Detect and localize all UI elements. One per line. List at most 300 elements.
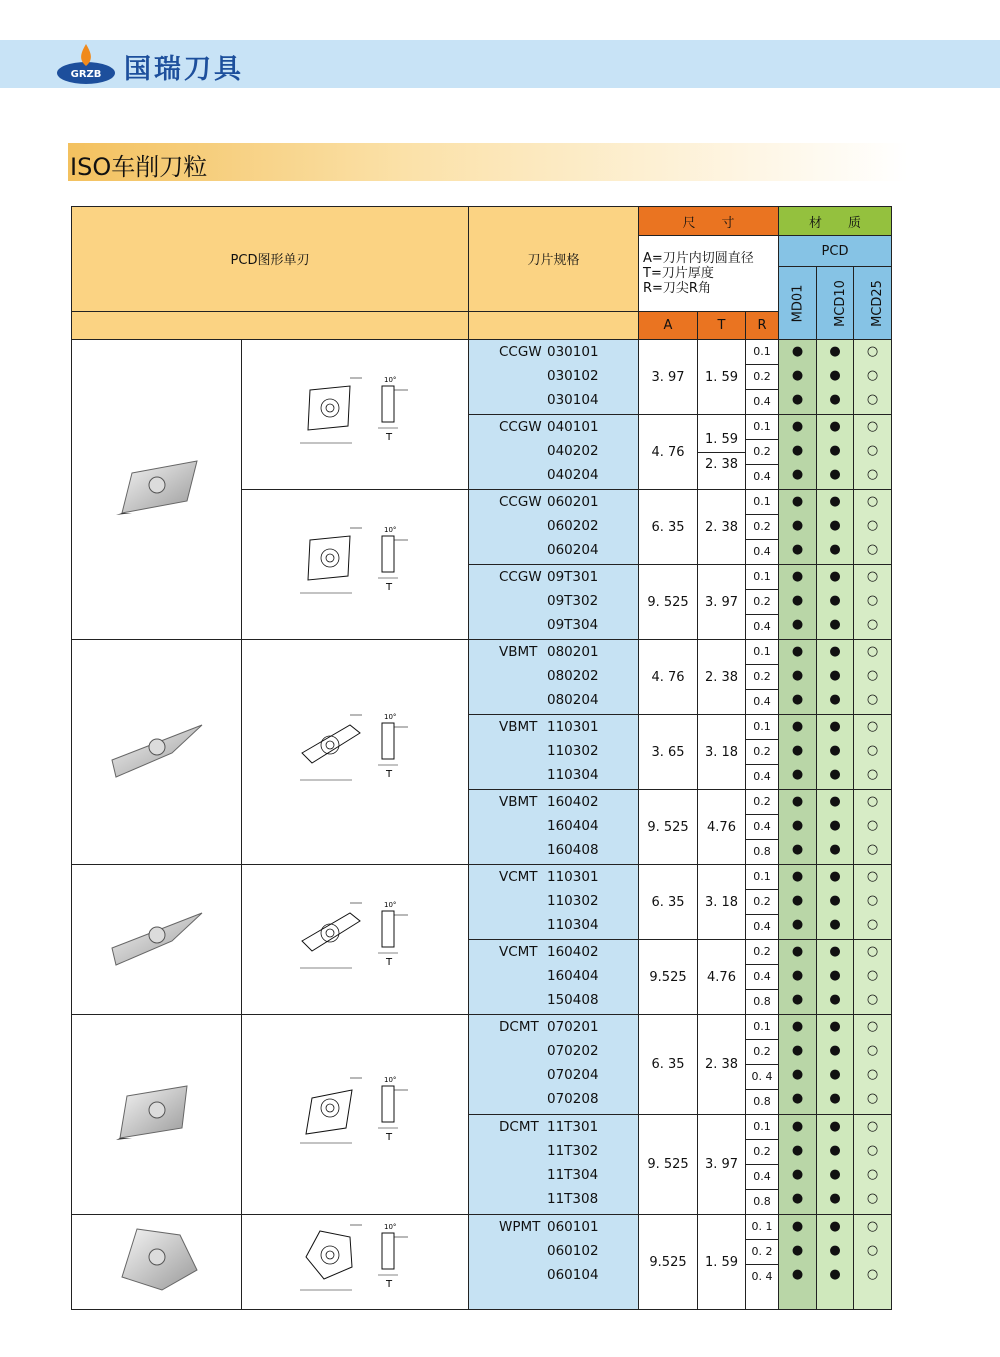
size-r-value: 0.1 bbox=[746, 565, 778, 590]
grade-mcd10: MCD10 bbox=[817, 267, 854, 340]
grade-md01-cell bbox=[779, 565, 817, 640]
size-r-value: 0.2 bbox=[746, 665, 778, 690]
filled-dot-icon: ● bbox=[829, 743, 841, 758]
empty-dot-icon: ○ bbox=[866, 842, 879, 857]
insert-drawing-cell bbox=[242, 1215, 469, 1310]
filled-dot-icon: ● bbox=[829, 818, 841, 833]
empty-dot-icon: ○ bbox=[866, 719, 879, 734]
filled-dot-icon: ● bbox=[791, 1191, 804, 1206]
size-r-value: 0.2 bbox=[746, 740, 778, 765]
size-a: 4. 76 bbox=[639, 415, 698, 490]
insert-drawing bbox=[290, 1215, 420, 1305]
empty-dot-icon: ○ bbox=[866, 968, 879, 983]
filled-dot-icon: ● bbox=[829, 692, 841, 707]
size-t bbox=[698, 490, 746, 565]
filled-dot-icon: ● bbox=[829, 842, 841, 857]
svg-text:10°: 10° bbox=[384, 1223, 397, 1231]
grade-mcd25-cell bbox=[854, 340, 892, 415]
spec-code: 060101 bbox=[547, 1219, 599, 1235]
spec-cell bbox=[469, 865, 639, 940]
filled-dot-icon: ● bbox=[791, 842, 804, 857]
empty-dot-icon: ○ bbox=[866, 1067, 879, 1082]
spec-code: 09T302 bbox=[547, 593, 599, 609]
size-r bbox=[746, 640, 779, 715]
empty-dot-icon: ○ bbox=[866, 542, 879, 557]
size-r bbox=[746, 1215, 779, 1310]
insert-drawing-cell bbox=[242, 1015, 469, 1215]
filled-dot-icon: ● bbox=[791, 494, 804, 509]
filled-dot-icon: ● bbox=[829, 767, 841, 782]
empty-dot-icon: ○ bbox=[866, 467, 879, 482]
insert-photo-cell bbox=[72, 640, 242, 865]
col-a-header: A bbox=[639, 311, 698, 339]
material-header: 材质 bbox=[779, 207, 892, 236]
size-a: 9.525 bbox=[639, 940, 698, 1015]
size-r-value: 0.1 bbox=[746, 1115, 778, 1140]
svg-text:T: T bbox=[386, 1131, 393, 1143]
insert-drawing-cell bbox=[242, 490, 469, 640]
spec-code: 160404 bbox=[547, 818, 599, 834]
spec-cell bbox=[469, 1015, 639, 1115]
empty-dot-icon: ○ bbox=[866, 1191, 879, 1206]
size-t bbox=[698, 790, 746, 865]
size-r-value: 0.2 bbox=[746, 1140, 778, 1165]
filled-dot-icon: ● bbox=[791, 893, 804, 908]
svg-text:T: T bbox=[386, 769, 393, 780]
grade-mcd10-cell bbox=[817, 1215, 854, 1310]
spec-code: 080201 bbox=[547, 644, 599, 660]
svg-text:10°: 10° bbox=[384, 375, 397, 384]
size-r bbox=[746, 1115, 779, 1215]
spec-cell bbox=[469, 715, 639, 790]
size-r-value: 0.2 bbox=[746, 590, 778, 615]
filled-dot-icon: ● bbox=[829, 668, 841, 683]
size-r-value: 0.8 bbox=[753, 995, 771, 1008]
filled-dot-icon: ● bbox=[791, 467, 804, 482]
spec-label: CCGW bbox=[499, 344, 542, 360]
size-t-value: 2. 38 bbox=[704, 669, 739, 685]
spec-code: 110302 bbox=[547, 893, 599, 909]
size-t-value: 1. 59 bbox=[698, 428, 745, 453]
size-r-value: 0.1 bbox=[746, 640, 778, 665]
size-t bbox=[698, 940, 746, 1015]
filled-dot-icon: ● bbox=[829, 1191, 841, 1206]
size-r-value: 0.4 bbox=[753, 620, 771, 633]
size-t-value: 3. 18 bbox=[704, 744, 739, 760]
empty-dot-icon: ○ bbox=[866, 1143, 879, 1158]
filled-dot-icon: ● bbox=[791, 944, 804, 959]
empty-dot-icon: ○ bbox=[866, 692, 879, 707]
insert-drawing-cell bbox=[242, 640, 469, 865]
spec-code: 080204 bbox=[547, 692, 599, 708]
svg-text:T: T bbox=[386, 581, 393, 593]
grade-mcd10-cell bbox=[817, 490, 854, 565]
filled-dot-icon: ● bbox=[829, 1267, 841, 1282]
spec-code: 040101 bbox=[547, 419, 599, 435]
size-r-value: 0.2 bbox=[746, 1040, 778, 1065]
empty-dot-icon: ○ bbox=[866, 368, 879, 383]
legend-r: R=刀尖R角 bbox=[643, 280, 711, 296]
empty-dot-icon: ○ bbox=[866, 668, 879, 683]
grade-mcd25-cell bbox=[854, 865, 892, 940]
spec-row bbox=[72, 1015, 892, 1115]
empty-dot-icon: ○ bbox=[866, 494, 879, 509]
empty-dot-icon: ○ bbox=[866, 1019, 879, 1034]
empty-dot-icon: ○ bbox=[866, 344, 879, 359]
insert-drawing bbox=[290, 518, 420, 608]
spec-code: 060104 bbox=[547, 1267, 599, 1283]
size-r-value: 0.4 bbox=[753, 395, 771, 408]
grade-mcd25-cell bbox=[854, 940, 892, 1015]
filled-dot-icon: ● bbox=[829, 944, 841, 959]
empty-dot-icon: ○ bbox=[866, 644, 879, 659]
empty-dot-icon: ○ bbox=[866, 992, 879, 1007]
spec-cell bbox=[469, 1115, 639, 1215]
legend-t: T=刀片厚度 bbox=[643, 265, 714, 281]
filled-dot-icon: ● bbox=[829, 344, 841, 359]
empty-dot-icon: ○ bbox=[866, 893, 879, 908]
section-title: ISO车削刀粒 bbox=[70, 153, 208, 181]
size-r-value: 0.2 bbox=[746, 515, 778, 540]
grade-mcd25-cell bbox=[854, 565, 892, 640]
grade-md01-cell bbox=[779, 640, 817, 715]
filled-dot-icon: ● bbox=[829, 518, 841, 533]
empty-dot-icon: ○ bbox=[866, 392, 879, 407]
filled-dot-icon: ● bbox=[829, 494, 841, 509]
size-r-value: 0. 4 bbox=[751, 1270, 773, 1283]
spec-label: VBMT bbox=[499, 794, 538, 810]
filled-dot-icon: ● bbox=[829, 968, 841, 983]
spec-label: CCGW bbox=[499, 569, 542, 585]
grade-mcd25-cell bbox=[854, 415, 892, 490]
grade-mcd10-cell bbox=[817, 790, 854, 865]
size-t bbox=[698, 1015, 746, 1115]
size-t-value: 4.76 bbox=[707, 969, 736, 985]
legend-a: A=刀片内切圆直径 bbox=[643, 250, 754, 266]
size-t-value: 3. 18 bbox=[704, 894, 739, 910]
size-t-value: 1. 59 bbox=[704, 1254, 739, 1270]
size-r-value: 0.4 bbox=[753, 770, 771, 783]
spec-code: 110304 bbox=[547, 917, 599, 933]
filled-dot-icon: ● bbox=[791, 593, 804, 608]
grade-mcd10-cell bbox=[817, 565, 854, 640]
svg-text:10°: 10° bbox=[384, 713, 397, 721]
filled-dot-icon: ● bbox=[829, 467, 841, 482]
empty-dot-icon: ○ bbox=[866, 917, 879, 932]
size-r-value: 0.4 bbox=[746, 815, 778, 840]
size-r-value: 0.2 bbox=[746, 940, 778, 965]
size-r-value: 0.1 bbox=[746, 1015, 778, 1040]
header-fill bbox=[72, 311, 469, 339]
size-t bbox=[698, 1215, 746, 1310]
filled-dot-icon: ● bbox=[791, 1219, 804, 1234]
spec-code: 160402 bbox=[547, 944, 599, 960]
size-r bbox=[746, 1015, 779, 1115]
insert-drawing bbox=[290, 368, 420, 458]
size-r-value: 0.4 bbox=[753, 545, 771, 558]
svg-text:10°: 10° bbox=[384, 525, 397, 534]
size-t bbox=[698, 340, 746, 415]
spec-code: 11T302 bbox=[547, 1143, 599, 1159]
size-t bbox=[698, 640, 746, 715]
size-t bbox=[698, 865, 746, 940]
spec-code: 070208 bbox=[547, 1091, 599, 1107]
spec-code: 09T301 bbox=[547, 569, 599, 585]
spec-cell bbox=[469, 340, 639, 415]
svg-text:T: T bbox=[386, 431, 393, 443]
company-logo bbox=[55, 42, 117, 86]
filled-dot-icon: ● bbox=[829, 593, 841, 608]
grade-mcd10-cell bbox=[817, 715, 854, 790]
spec-label: DCMT bbox=[499, 1119, 539, 1135]
empty-dot-icon: ○ bbox=[866, 569, 879, 584]
spec-row bbox=[72, 640, 892, 715]
filled-dot-icon: ● bbox=[791, 767, 804, 782]
header-fill-2 bbox=[469, 311, 639, 339]
grade-mcd25: MCD25 bbox=[854, 267, 892, 340]
size-r bbox=[746, 715, 779, 790]
svg-text:10°: 10° bbox=[384, 900, 397, 909]
filled-dot-icon: ● bbox=[829, 1143, 841, 1158]
insert-drawing bbox=[290, 705, 420, 795]
grade-mcd25-cell bbox=[854, 715, 892, 790]
spec-code: 160404 bbox=[547, 968, 599, 984]
filled-dot-icon: ● bbox=[829, 1219, 841, 1234]
spec-code: 110302 bbox=[547, 743, 599, 759]
size-a: 9.525 bbox=[639, 1215, 698, 1310]
filled-dot-icon: ● bbox=[791, 743, 804, 758]
filled-dot-icon: ● bbox=[791, 1143, 804, 1158]
empty-dot-icon: ○ bbox=[866, 767, 879, 782]
filled-dot-icon: ● bbox=[829, 617, 841, 632]
empty-dot-icon: ○ bbox=[866, 1119, 879, 1134]
spec-code: 160402 bbox=[547, 794, 599, 810]
grade-md01-cell bbox=[779, 865, 817, 940]
filled-dot-icon: ● bbox=[791, 917, 804, 932]
empty-dot-icon: ○ bbox=[866, 518, 879, 533]
spec-label: VCMT bbox=[499, 869, 538, 885]
size-t-value: 2. 38 bbox=[704, 519, 739, 535]
size-r-value: 0.2 bbox=[746, 790, 778, 815]
spec-code: 030101 bbox=[547, 344, 599, 360]
spec-label: CCGW bbox=[499, 494, 542, 510]
size-a: 9. 525 bbox=[639, 1115, 698, 1215]
size-r-value: 0.8 bbox=[753, 1095, 771, 1108]
filled-dot-icon: ● bbox=[829, 392, 841, 407]
spec-cell bbox=[469, 1215, 639, 1310]
spec-code: 110301 bbox=[547, 719, 599, 735]
filled-dot-icon: ● bbox=[829, 644, 841, 659]
spec-code: 080202 bbox=[547, 668, 599, 684]
filled-dot-icon: ● bbox=[791, 1267, 804, 1282]
grade-md01-cell bbox=[779, 1215, 817, 1310]
brand-name: 国瑞刀具 bbox=[124, 54, 244, 85]
insert-photo bbox=[102, 443, 212, 533]
spec-code: 150408 bbox=[547, 992, 599, 1008]
size-r bbox=[746, 490, 779, 565]
filled-dot-icon: ● bbox=[791, 344, 804, 359]
filled-dot-icon: ● bbox=[791, 1243, 804, 1258]
grade-mcd25-cell bbox=[854, 1115, 892, 1215]
size-r bbox=[746, 565, 779, 640]
spec-cell bbox=[469, 640, 639, 715]
spec-code: 070201 bbox=[547, 1019, 599, 1035]
filled-dot-icon: ● bbox=[791, 692, 804, 707]
filled-dot-icon: ● bbox=[829, 368, 841, 383]
spec-cell bbox=[469, 565, 639, 640]
size-r-value: 0.2 bbox=[746, 890, 778, 915]
spec-code: 070202 bbox=[547, 1043, 599, 1059]
filled-dot-icon: ● bbox=[791, 542, 804, 557]
grade-md01-cell bbox=[779, 1115, 817, 1215]
grade-mcd10-cell bbox=[817, 340, 854, 415]
filled-dot-icon: ● bbox=[791, 668, 804, 683]
size-r-value: 0.1 bbox=[746, 340, 778, 365]
filled-dot-icon: ● bbox=[829, 542, 841, 557]
spec-code: 110304 bbox=[547, 767, 599, 783]
spec-code: 040204 bbox=[547, 467, 599, 483]
grade-mcd25-cell bbox=[854, 490, 892, 565]
empty-dot-icon: ○ bbox=[866, 869, 879, 884]
spec-row bbox=[72, 340, 892, 415]
filled-dot-icon: ● bbox=[829, 443, 841, 458]
filled-dot-icon: ● bbox=[791, 1019, 804, 1034]
filled-dot-icon: ● bbox=[791, 1067, 804, 1082]
insert-photo bbox=[102, 705, 212, 795]
insert-drawing-cell bbox=[242, 340, 469, 490]
size-r-value: 0.4 bbox=[753, 470, 771, 483]
empty-dot-icon: ○ bbox=[866, 1219, 879, 1234]
spec-code: 110301 bbox=[547, 869, 599, 885]
grade-mcd25-cell bbox=[854, 1015, 892, 1115]
empty-dot-icon: ○ bbox=[866, 743, 879, 758]
filled-dot-icon: ● bbox=[791, 569, 804, 584]
insert-photo bbox=[102, 1068, 212, 1158]
filled-dot-icon: ● bbox=[791, 518, 804, 533]
spec-cell bbox=[469, 490, 639, 565]
filled-dot-icon: ● bbox=[791, 794, 804, 809]
size-t bbox=[698, 565, 746, 640]
filled-dot-icon: ● bbox=[829, 992, 841, 1007]
filled-dot-icon: ● bbox=[829, 869, 841, 884]
empty-dot-icon: ○ bbox=[866, 818, 879, 833]
empty-dot-icon: ○ bbox=[866, 419, 879, 434]
filled-dot-icon: ● bbox=[791, 392, 804, 407]
grade-mcd10-cell bbox=[817, 1115, 854, 1215]
size-t-value: 2. 38 bbox=[704, 1057, 739, 1072]
grade-mcd25-cell bbox=[854, 640, 892, 715]
spec-label: DCMT bbox=[499, 1019, 539, 1035]
pcd-header: PCD bbox=[779, 236, 892, 267]
empty-dot-icon: ○ bbox=[866, 944, 879, 959]
insert-drawing-cell bbox=[242, 865, 469, 1015]
size-r-value: 0. 2 bbox=[746, 1240, 778, 1265]
spec-cell bbox=[469, 790, 639, 865]
size-t bbox=[698, 415, 746, 490]
filled-dot-icon: ● bbox=[791, 644, 804, 659]
svg-text:T: T bbox=[386, 956, 393, 968]
spec-label: VBMT bbox=[499, 719, 538, 735]
grade-md01-cell bbox=[779, 715, 817, 790]
size-t-value: 1. 59 bbox=[704, 369, 739, 385]
spec-code: 11T308 bbox=[547, 1191, 599, 1207]
size-a: 6. 35 bbox=[639, 865, 698, 940]
col-t-header: T bbox=[698, 311, 746, 339]
size-a: 9. 525 bbox=[639, 790, 698, 865]
grade-mcd10-cell bbox=[817, 865, 854, 940]
filled-dot-icon: ● bbox=[829, 1067, 841, 1082]
filled-dot-icon: ● bbox=[829, 794, 841, 809]
size-header: 尺寸 bbox=[639, 207, 779, 236]
spec-code: 160408 bbox=[547, 842, 599, 858]
spec-row bbox=[72, 1215, 892, 1310]
spec-row bbox=[72, 865, 892, 940]
size-a: 3. 65 bbox=[639, 715, 698, 790]
insert-photo-cell bbox=[72, 1015, 242, 1215]
empty-dot-icon: ○ bbox=[866, 1267, 879, 1282]
size-r-value: 0.4 bbox=[746, 965, 778, 990]
size-r-value: 0.1 bbox=[746, 715, 778, 740]
grade-md01: MD01 bbox=[779, 267, 817, 340]
spec-label: VCMT bbox=[499, 944, 538, 960]
grade-md01-cell bbox=[779, 415, 817, 490]
grade-md01-cell bbox=[779, 490, 817, 565]
size-a: 6. 35 bbox=[639, 490, 698, 565]
grade-mcd25-cell bbox=[854, 1215, 892, 1310]
empty-dot-icon: ○ bbox=[866, 593, 879, 608]
size-t-value: 3. 97 bbox=[704, 1157, 739, 1172]
spec-cell bbox=[469, 415, 639, 490]
size-r-value: 0. 1 bbox=[746, 1215, 778, 1240]
size-r-value: 0.1 bbox=[746, 490, 778, 515]
insert-photo-cell bbox=[72, 865, 242, 1015]
filled-dot-icon: ● bbox=[829, 419, 841, 434]
size-r-value: 0. 4 bbox=[746, 1065, 778, 1090]
col-image-header: PCD图形单刃 bbox=[72, 207, 469, 312]
filled-dot-icon: ● bbox=[791, 443, 804, 458]
filled-dot-icon: ● bbox=[829, 1243, 841, 1258]
size-t-value: 4.76 bbox=[707, 819, 736, 835]
spec-label: WPMT bbox=[499, 1219, 541, 1235]
insert-photo-cell bbox=[72, 340, 242, 640]
empty-dot-icon: ○ bbox=[866, 443, 879, 458]
filled-dot-icon: ● bbox=[791, 419, 804, 434]
spec-code: 060204 bbox=[547, 542, 599, 558]
filled-dot-icon: ● bbox=[791, 1167, 804, 1182]
spec-code: 060202 bbox=[547, 518, 599, 534]
size-r bbox=[746, 940, 779, 1015]
size-r bbox=[746, 790, 779, 865]
size-a: 4. 76 bbox=[639, 640, 698, 715]
col-spec-header: 刀片规格 bbox=[469, 207, 639, 312]
svg-text:10°: 10° bbox=[384, 1075, 397, 1084]
size-t-value: 3. 97 bbox=[704, 594, 739, 610]
size-r-value: 0.8 bbox=[753, 1195, 771, 1208]
filled-dot-icon: ● bbox=[829, 1091, 841, 1106]
filled-dot-icon: ● bbox=[829, 1119, 841, 1134]
grade-mcd10-cell bbox=[817, 415, 854, 490]
size-r bbox=[746, 865, 779, 940]
filled-dot-icon: ● bbox=[791, 617, 804, 632]
spec-cell bbox=[469, 940, 639, 1015]
col-r-header: R bbox=[746, 311, 779, 339]
size-r-value: 0.1 bbox=[746, 415, 778, 440]
grade-mcd25-cell bbox=[854, 790, 892, 865]
size-t-value: 2. 38 bbox=[704, 456, 739, 472]
insert-table bbox=[71, 206, 892, 1310]
logo-text: GRZB bbox=[70, 69, 102, 80]
size-r-value: 0.2 bbox=[746, 440, 778, 465]
